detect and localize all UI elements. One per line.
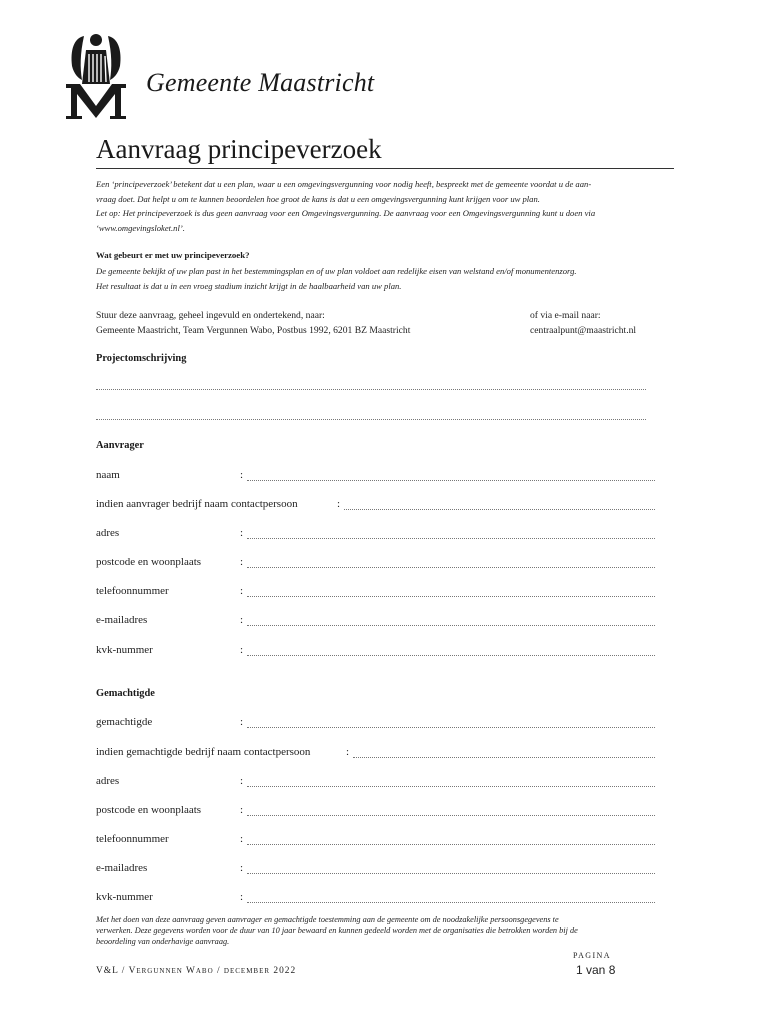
project-description-line-1[interactable] bbox=[96, 389, 646, 390]
question-text bbox=[96, 264, 676, 293]
aanvrager-label-adres: adres bbox=[96, 527, 120, 539]
page-label: PAGINA bbox=[573, 951, 611, 960]
section-heading-aanvrager: Aanvrager bbox=[96, 440, 144, 451]
gemachtigde-kvk-field[interactable] bbox=[247, 902, 655, 903]
aanvrager-naam-field[interactable] bbox=[247, 480, 655, 481]
field-colon: : bbox=[240, 556, 244, 568]
field-colon: : bbox=[240, 833, 244, 845]
aanvrager-label-kvk: kvk-nummer bbox=[96, 644, 153, 656]
gemachtigde-telefoon-field[interactable] bbox=[247, 844, 655, 845]
intro-line: ‘www.omgevingsloket.nl’. bbox=[96, 222, 185, 233]
project-description-line-2[interactable] bbox=[96, 419, 646, 420]
title-divider bbox=[96, 168, 674, 169]
field-colon: : bbox=[240, 775, 244, 787]
aanvrager-label-email: e-mailadres bbox=[96, 614, 148, 626]
question-heading: Wat gebeurt er met uw principeverzoek? bbox=[96, 250, 250, 260]
intro-line: Let op: Het principeverzoek is dus geen aanvraag voor een Omgevingsvergunning. De aanvraag voor een Omgevingsvergunning kunt u doen via bbox=[96, 208, 596, 218]
privacy-line: verwerken. Deze gegevens worden voor de duur van 10 jaar bewaard en kunnen gedeeld worden met de organisaties die betrokken worden bij de bbox=[96, 926, 578, 935]
gemachtigde-label-telefoon: telefoonnummer bbox=[96, 833, 169, 845]
aanvrager-contactpersoon-field[interactable] bbox=[344, 509, 655, 510]
postal-address-intro: Stuur deze aanvraag, geheel ingevuld en ondertekend, naar: bbox=[96, 310, 325, 321]
gemachtigde-adres-field[interactable] bbox=[247, 786, 655, 787]
gemachtigde-postcode-field[interactable] bbox=[247, 815, 655, 816]
section-heading-gemachtigde: Gemachtigde bbox=[96, 688, 155, 699]
email-address-intro: of via e-mail naar: bbox=[530, 310, 601, 321]
aanvrager-label-naam: naam bbox=[96, 469, 120, 481]
organization-name: Gemeente Maastricht bbox=[146, 68, 375, 97]
gemachtigde-naam-field[interactable] bbox=[247, 727, 655, 728]
angel-m-logo-icon bbox=[62, 28, 130, 120]
section-heading-project: Projectomschrijving bbox=[96, 353, 187, 364]
aanvrager-label-contactpersoon: indien aanvrager bedrijf naam contactpersoon bbox=[96, 498, 298, 510]
gemachtigde-label-contactpersoon: indien gemachtigde bedrijf naam contactpersoon bbox=[96, 746, 311, 758]
gemachtigde-email-field[interactable] bbox=[247, 873, 655, 874]
aanvrager-postcode-field[interactable] bbox=[247, 567, 655, 568]
field-colon: : bbox=[240, 644, 244, 656]
privacy-line: Met het doen van deze aanvraag geven aanvrager en gemachtigde toestemming aan de gemeente om de noodzakelijke persoonsgegevens te bbox=[96, 915, 559, 924]
field-colon: : bbox=[240, 891, 244, 903]
field-colon: : bbox=[240, 716, 244, 728]
gemachtigde-label-postcode: postcode en woonplaats bbox=[96, 804, 202, 816]
email-address-link[interactable]: centraalpunt@maastricht.nl bbox=[530, 325, 637, 336]
field-colon: : bbox=[240, 804, 244, 816]
postal-address bbox=[96, 308, 410, 338]
aanvrager-label-postcode: postcode en woonplaats bbox=[96, 556, 202, 568]
field-colon: : bbox=[346, 746, 350, 758]
field-colon: : bbox=[240, 585, 244, 597]
privacy-notice bbox=[96, 914, 674, 947]
postal-address-line: Gemeente Maastricht, Team Vergunnen Wabo, Postbus 1992, 6201 BZ Maastricht bbox=[96, 325, 411, 336]
field-colon: : bbox=[240, 469, 244, 481]
gemachtigde-label-kvk: kvk-nummer bbox=[96, 891, 153, 903]
intro-line: vraag doet. Dat helpt u om te kunnen beoordelen hoe groot de kans is dat u een omgevingsvergunning kunt krijgen voor uw plan. bbox=[96, 193, 540, 204]
page-title: Aanvraag principeverzoek bbox=[96, 134, 382, 164]
email-address bbox=[530, 308, 636, 338]
aanvrager-telefoon-field[interactable] bbox=[247, 596, 655, 597]
gemachtigde-label-adres: adres bbox=[96, 775, 120, 787]
question-line: Het resultaat is dat u in een vroeg stadium inzicht krijgt in de haalbaarheid van uw plan. bbox=[96, 280, 402, 291]
question-line: De gemeente bekijkt of uw plan past in het bestemmingsplan en of uw plan voldoet aan redelijke eisen van welstand en/of monumentenzorg. bbox=[96, 266, 577, 276]
privacy-line: beoordeling van onderhavige aanvraag. bbox=[96, 937, 230, 946]
gemachtigde-label-email: e-mailadres bbox=[96, 862, 148, 874]
aanvrager-label-telefoon: telefoonnummer bbox=[96, 585, 169, 597]
intro-line: Een ‘principeverzoek’ betekent dat u een plan, waar u een omgevingsvergunning voor nodig heeft, bespreekt met de gemeente voordat u de aan- bbox=[96, 179, 592, 189]
aanvrager-adres-field[interactable] bbox=[247, 538, 655, 539]
field-colon: : bbox=[240, 527, 244, 539]
aanvrager-email-field[interactable] bbox=[247, 625, 655, 626]
aanvrager-kvk-field[interactable] bbox=[247, 655, 655, 656]
gemachtigde-contactpersoon-field[interactable] bbox=[353, 757, 655, 758]
field-colon: : bbox=[240, 614, 244, 626]
intro-text bbox=[96, 177, 676, 235]
field-colon: : bbox=[337, 498, 341, 510]
page-number: 1 van 8 bbox=[576, 963, 616, 977]
field-colon: : bbox=[240, 862, 244, 874]
gemachtigde-label-gemachtigde: gemachtigde bbox=[96, 716, 153, 728]
footer-reference: V&L / Vergunnen Wabo / december 2022 bbox=[96, 966, 297, 976]
